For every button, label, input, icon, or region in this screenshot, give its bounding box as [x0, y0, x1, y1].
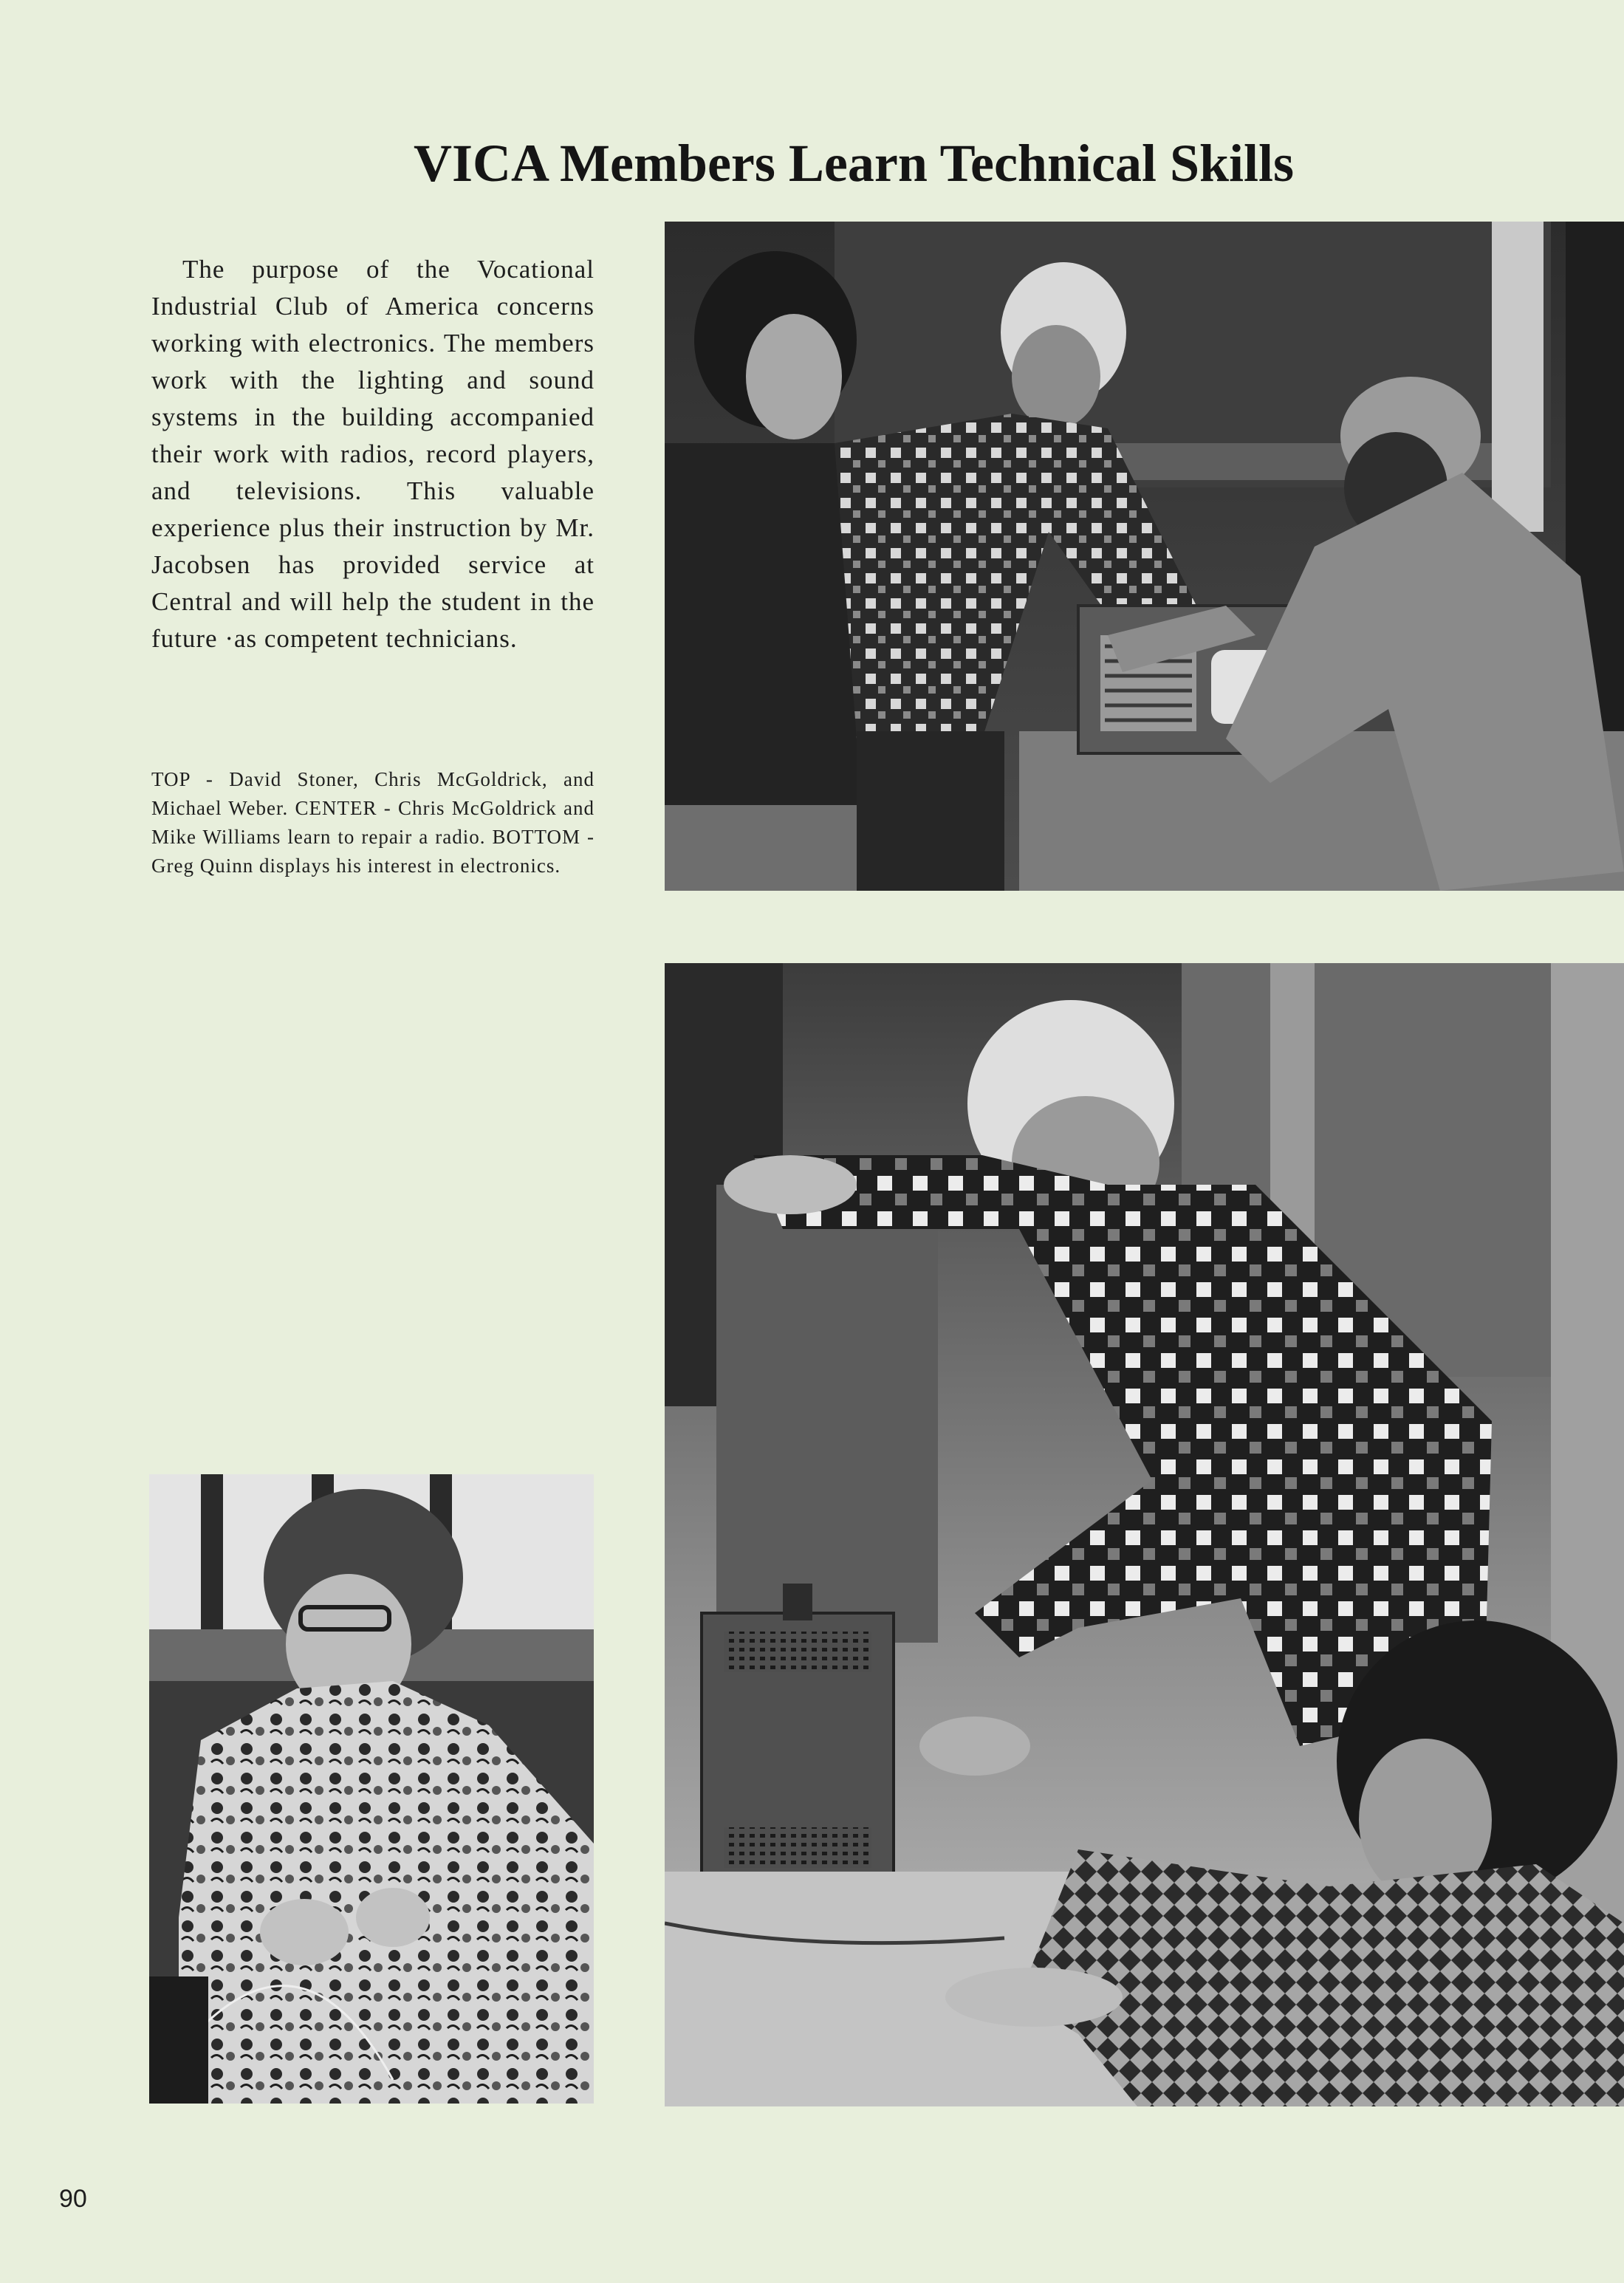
page-number: 90 — [59, 2185, 87, 2213]
top-photo-image — [665, 222, 1624, 891]
page-title: VICA Members Learn Technical Skills — [414, 134, 1295, 193]
photo-caption: TOP - David Stoner, Chris McGoldrick, and Michael Weber. CENTER - Chris McGoldrick and Mike Williams learn to repair a radio. BOTTOM - Greg Quinn displays his interest in electronics. — [151, 768, 595, 877]
center-photo — [665, 963, 1624, 2106]
bottom-photo-image — [149, 1474, 594, 2104]
body-paragraph: The purpose of the Vocational Industrial Club of America concerns working with electronics. The members work with the lighting and sound systems in the building accompanied their work with radios, record players, and televisions. This valuable experience plus their instruction by Mr. Jacobsen has provided service at Central and will help the student in the future ·as competent technicians. — [151, 255, 595, 653]
bottom-photo — [149, 1474, 594, 2104]
top-photo — [665, 222, 1624, 891]
center-photo-image — [665, 963, 1624, 2106]
